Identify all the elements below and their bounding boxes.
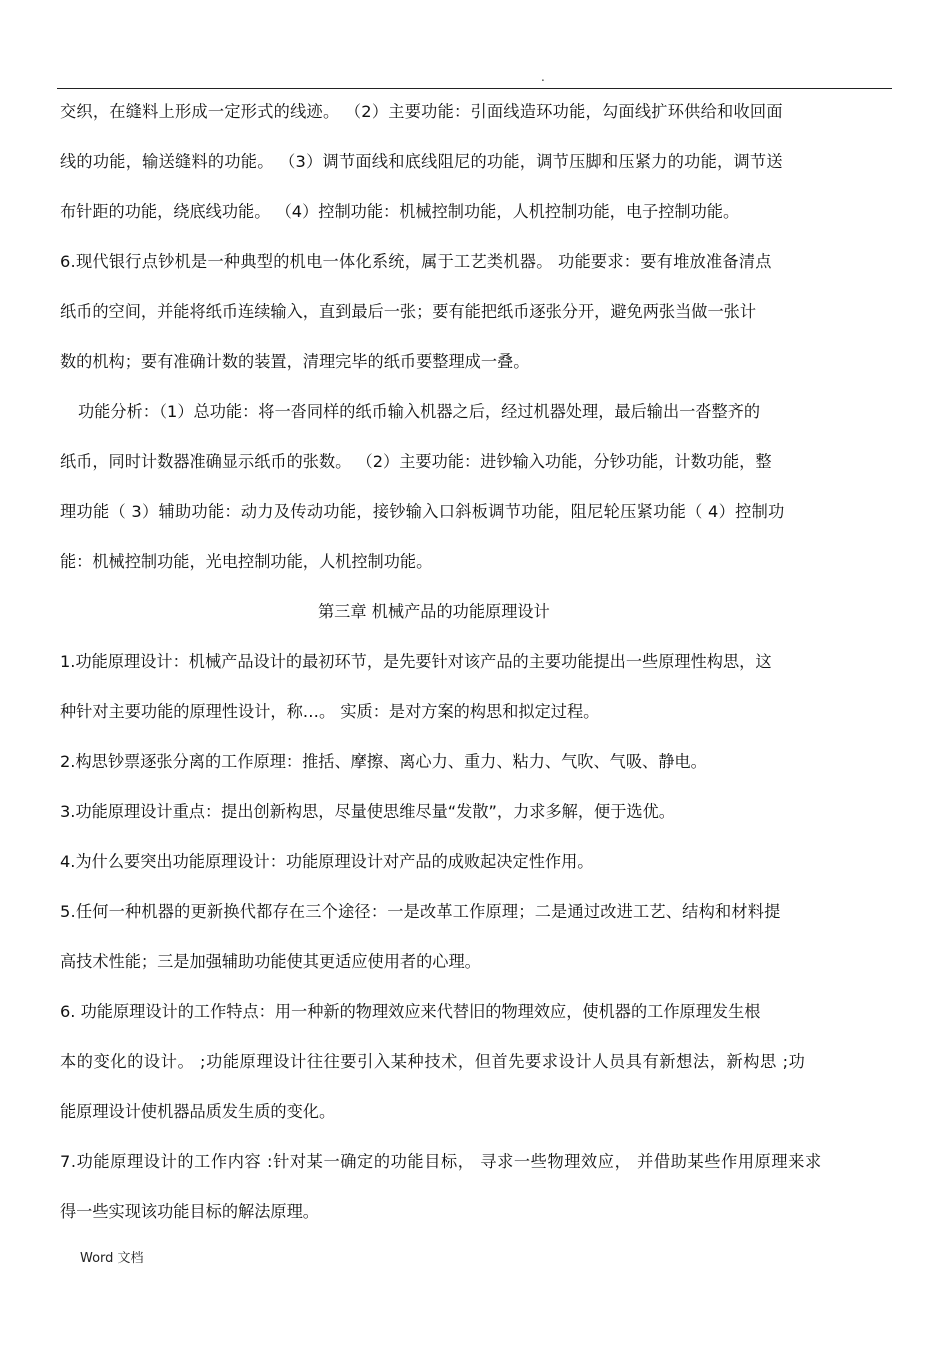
text-line-17: 高技术性能；三是加强辅助功能使其更适应使用者的心理。	[60, 952, 481, 971]
text-line-8: 纸币，同时计数器准确显示纸币的张数。 （2）主要功能：进钞输入功能，分钞功能，计数功能，整	[60, 452, 772, 471]
text-line-21: 7.功能原理设计的工作内容 :针对某一确定的功能目标， 寻求一些物理效应， 并借助某些作用原理来求	[60, 1152, 822, 1171]
text-line-13: 2.构思钞票逐张分离的工作原理：推括、摩擦、离心力、重力、粘力、气吹、气吸、静电。	[60, 752, 707, 771]
text-line-10: 能：机械控制功能，光电控制功能，人机控制功能。	[60, 552, 433, 571]
header-dot: .	[541, 70, 545, 84]
text-line-2: 线的功能，输送缝料的功能。 （3）调节面线和底线阻尼的功能，调节压脚和压紧力的功能，调节送	[60, 152, 783, 171]
text-line-1: 交织，在缝料上形成一定形式的线迹。 （2）主要功能：引面线造环功能，勾面线扩环供给和收回面	[60, 102, 783, 121]
text-line-14: 3.功能原理设计重点：提出创新构思，尽量使思维尽量“发散”，力求多解，便于选优。	[60, 802, 675, 821]
text-line-9: 理功能（ 3）辅助功能：动力及传动功能，接钞输入口斜板调节功能，阻尼轮压紧功能（ 4）控制功	[60, 502, 785, 521]
text-line-18: 6. 功能原理设计的工作特点：用一种新的物理效应来代替旧的物理效应，使机器的工作原理发生根	[60, 1002, 761, 1021]
text-line-7: 功能分析：（1）总功能：将一沓同样的纸币输入机器之后，经过机器处理，最后输出一沓整齐的	[78, 402, 761, 421]
text-line-6: 数的机构；要有准确计数的装置，清理完毕的纸币要整理成一叠。	[60, 352, 530, 371]
chapter-title: 第三章 机械产品的功能原理设计	[318, 602, 550, 621]
text-line-20: 能原理设计使机器品质发生质的变化。	[60, 1102, 336, 1121]
footer-label: Word 文档	[80, 1251, 144, 1266]
text-line-11: 1.功能原理设计：机械产品设计的最初环节，是先要针对该产品的主要功能提出一些原理性构思，这	[60, 652, 772, 671]
text-line-19: 本的变化的设计。 ;功能原理设计往往要引入某种技术，但首先要求设计人员具有新想法，新构思 ;功	[60, 1052, 806, 1071]
text-line-4: 6.现代银行点钞机是一种典型的机电一体化系统，属于工艺类机器。 功能要求：要有堆放准备清点	[60, 252, 772, 271]
text-line-22: 得一些实现该功能目标的解法原理。	[60, 1202, 319, 1221]
text-line-3: 布针距的功能，绕底线功能。 （4）控制功能：机械控制功能，人机控制功能，电子控制功能。	[60, 202, 740, 221]
text-line-15: 4.为什么要突出功能原理设计：功能原理设计对产品的成败起决定性作用。	[60, 852, 594, 871]
text-line-5: 纸币的空间，并能将纸币连续输入，直到最后一张；要有能把纸币逐张分开，避免两张当做一张计	[60, 302, 757, 321]
header-rule	[57, 88, 892, 89]
text-line-16: 5.任何一种机器的更新换代都存在三个途径：一是改革工作原理；二是通过改进工艺、结构和材料提	[60, 902, 781, 921]
text-line-12: 种针对主要功能的原理性设计，称…。 实质：是对方案的构思和拟定过程。	[60, 702, 600, 721]
